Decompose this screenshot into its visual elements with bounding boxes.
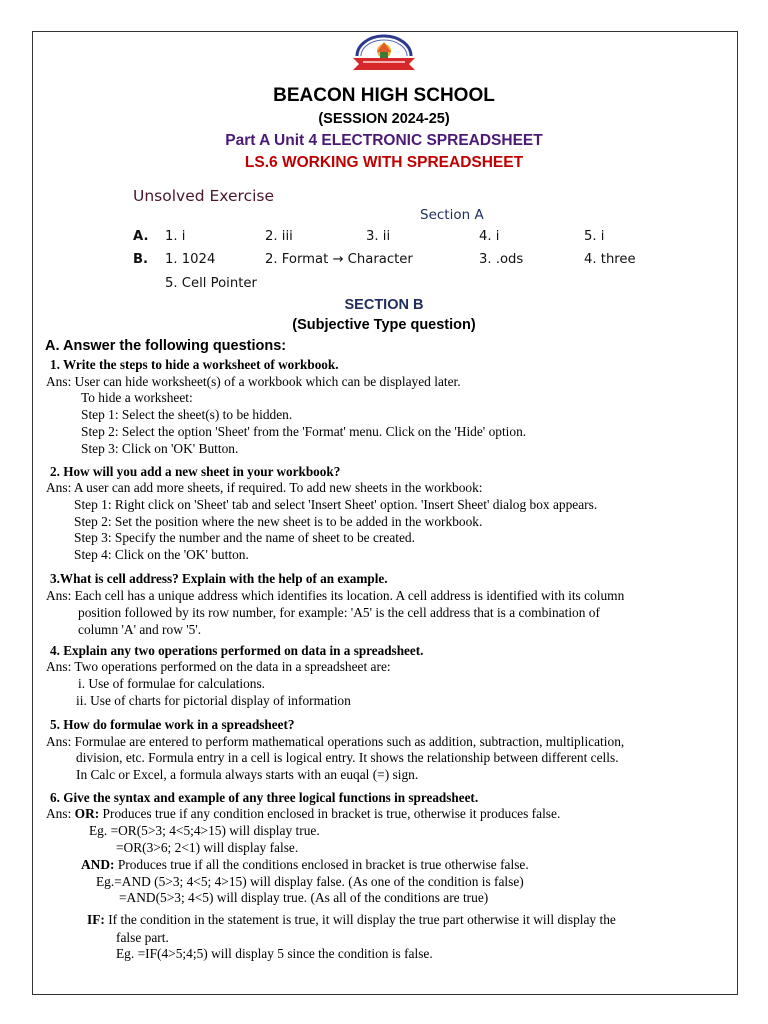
ans-prefix: Ans: [46,806,75,821]
answer-line: Ans: Formulae are entered to perform mathematical operations such as addition, subtraction, multiplication, [46,734,625,749]
and-text: Produces true if all the conditions enclosed in bracket is true otherwise false. [114,857,529,872]
section-b-heading: SECTION B [344,297,424,313]
or-text: Produces true if any condition enclosed in bracket is true, otherwise it produces false. [99,806,561,821]
answer-line [87,912,616,928]
question-5: 5. How do formulae work in a spreadsheet? [50,717,295,732]
answer-a4: 4. i [479,229,500,244]
answer-line: Ans: Each cell has a unique address which identifies its location. A cell address is identified with its column [46,588,625,603]
if-label: IF: [87,912,105,927]
school-crest-logo [349,32,419,74]
session: (SESSION 2024-25) [318,111,450,127]
answer-line: Ans: A user can add more sheets, if required. To add new sheets in the workbook: [46,480,483,495]
question-2: 2. How will you add a new sheet in your workbook? [50,464,341,479]
answer-line: Step 4: Click on the 'OK' button. [74,547,249,562]
part-a-heading: A. Answer the following questions: [45,338,287,354]
answer-line: Eg.=AND (5>3; 4<5; 4>15) will display false. (As one of the condition is false) [96,874,524,889]
answer-a3: 3. ii [366,229,391,244]
answer-a2: 2. iii [265,229,293,244]
school-name: BEACON HIGH SCHOOL [273,85,495,106]
answer-a5: 5. i [584,229,605,244]
answer-line: Step 1: Right click on 'Sheet' tab and select 'Insert Sheet' option. 'Insert Sheet' dialog box appears. [74,497,598,512]
answer-b2: 2. Format → Character [265,252,413,267]
answer-b1: 1. 1024 [165,252,216,267]
answer-line: false part. [116,930,169,945]
unit-title: Part A Unit 4 ELECTRONIC SPREADSHEET [225,132,543,149]
answer-line: =AND(5>3; 4<5) will display true. (As all of the conditions are true) [119,890,489,905]
answer-line: In Calc or Excel, a formula always starts with an euqal (=) sign. [76,767,419,782]
question-1: 1. Write the steps to hide a worksheet of workbook. [50,357,339,372]
and-label: AND: [81,857,115,872]
answer-line: Step 2: Set the position where the new sheet is to be added in the workbook. [74,514,483,529]
answer-line: Ans: Two operations performed on the data in a spreadsheet are: [46,659,391,674]
row-b-label: B. [133,252,149,267]
question-4: 4. Explain any two operations performed on data in a spreadsheet. [50,643,424,658]
answer-line: Step 3: Specify the number and the name of sheet to be created. [74,530,415,545]
answer-b5: 5. Cell Pointer [165,276,257,291]
answer-line: column 'A' and row '5'. [78,622,202,637]
or-label: OR: [74,806,100,821]
if-text: If the condition in the statement is true, it will display the true part otherwise it will display the [104,912,616,927]
answer-line: Eg. =IF(4>5;4;5) will display 5 since the condition is false. [116,946,433,961]
answer-line: division, etc. Formula entry in a cell is logical entry. It shows the relationship between different cells. [76,750,619,765]
section-a-heading: Section A [420,207,484,223]
answer-line: position followed by its row number, for example: 'A5' is the cell address that is a combination of [78,605,600,620]
answer-line: =OR(3>6; 2<1) will display false. [116,840,299,855]
answer-line: Step 1: Select the sheet(s) to be hidden. [81,407,293,422]
answer-line: Eg. =OR(5>3; 4<5;4>15) will display true. [89,823,320,838]
answer-line [46,806,560,822]
answer-b4: 4. three [584,252,636,267]
answer-line: Step 3: Click on 'OK' Button. [81,441,239,456]
answer-line: ii. Use of charts for pictorial display of information [76,693,351,708]
answer-line [81,857,529,873]
row-a-label: A. [133,229,149,244]
chapter-title: LS.6 WORKING WITH SPREADSHEET [244,154,524,171]
question-3: 3.What is cell address? Explain with the help of an example. [50,571,388,586]
answer-line: Step 2: Select the option 'Sheet' from the 'Format' menu. Click on the 'Hide' option. [81,424,527,439]
answer-line: i. Use of formulae for calculations. [78,676,266,691]
question-6: 6. Give the syntax and example of any three logical functions in spreadsheet. [50,790,479,805]
section-b-subheading: (Subjective Type question) [292,317,476,333]
unsolved-exercise-heading: Unsolved Exercise [133,187,275,205]
answer-line: To hide a worksheet: [81,390,193,405]
answer-line: Ans: User can hide worksheet(s) of a workbook which can be displayed later. [46,374,461,389]
answer-a1: 1. i [165,229,186,244]
answer-b3: 3. .ods [479,252,524,267]
